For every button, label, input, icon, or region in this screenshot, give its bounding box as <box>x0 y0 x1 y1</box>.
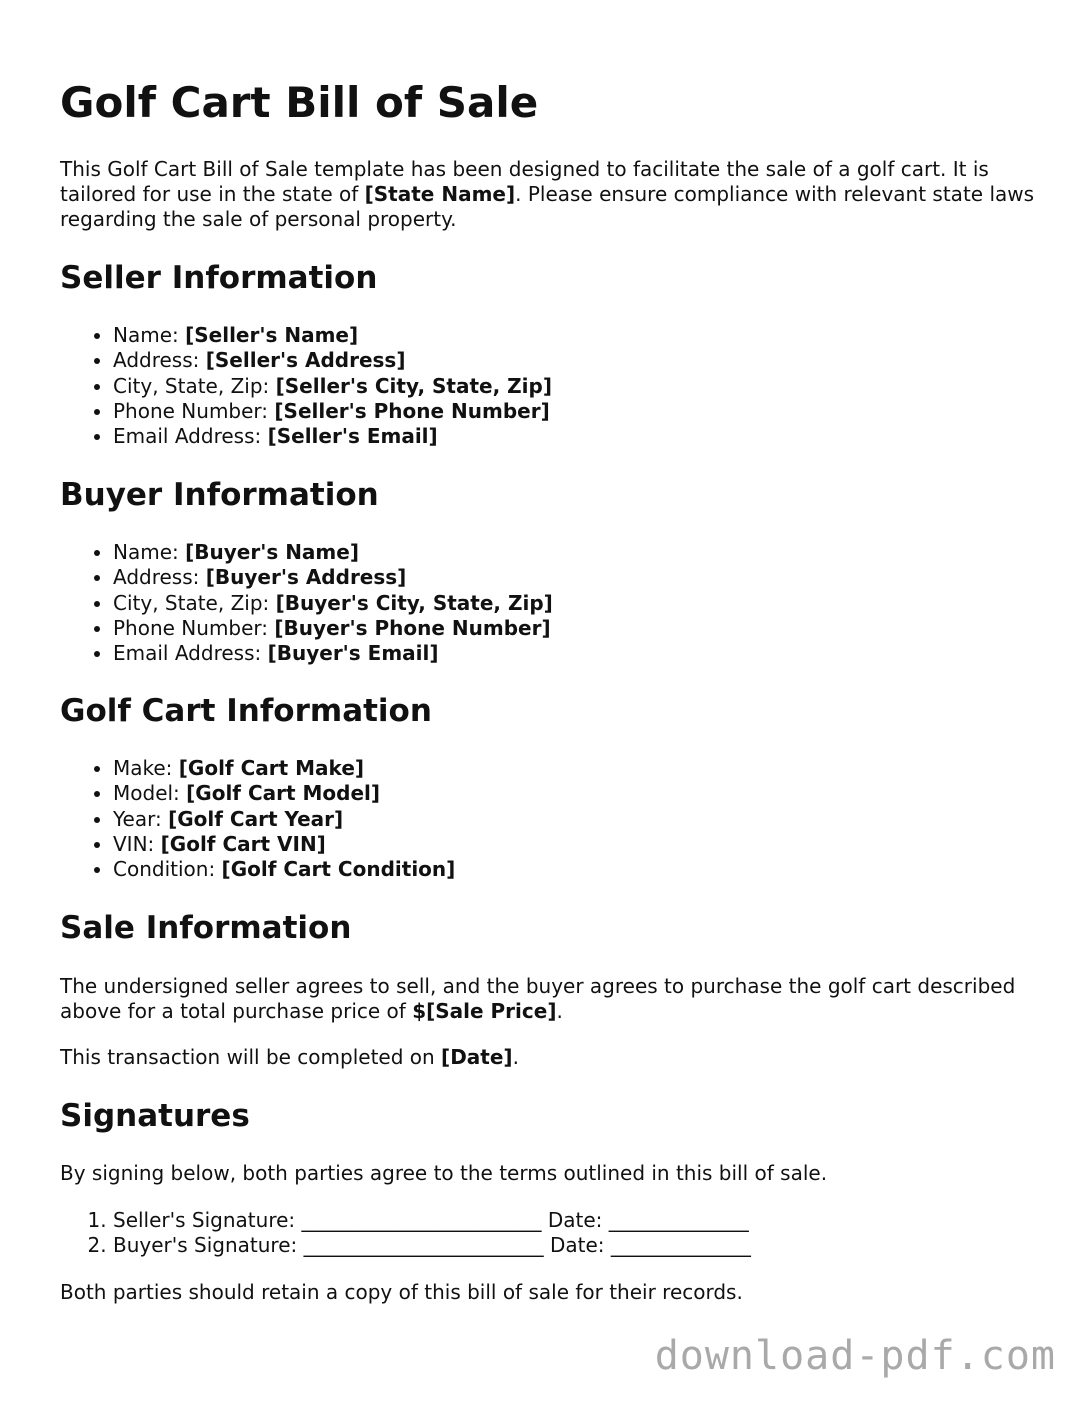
list-item <box>113 565 553 590</box>
field-placeholder: [Golf Cart Model] <box>186 781 381 806</box>
intro-text-after: . Please ensure compliance with relevant state laws regarding the sale of personal property. <box>60 182 1035 231</box>
field-placeholder: [Buyer's Email] <box>267 641 439 666</box>
seller-signature-line: 1. Seller's Signature: ________________________ Date: ______________ <box>113 1208 751 1233</box>
intro-text-before: This Golf Cart Bill of Sale template has been designed to facilitate the sale of a golf cart. It is tailored for use in the state of <box>60 157 989 206</box>
field-label: City, State, Zip: <box>113 590 276 615</box>
closing-paragraph: Both parties should retain a copy of this bill of sale for their records. <box>60 1280 743 1304</box>
list-item <box>113 323 552 348</box>
list-item <box>113 641 553 666</box>
sale-text-before: The undersigned seller agrees to sell, and the buyer agrees to purchase the golf cart described above for a total purchase price of <box>60 974 1016 1023</box>
field-placeholder: [Seller's Address] <box>205 348 406 373</box>
list-item <box>113 616 553 641</box>
list-item <box>113 591 553 616</box>
sale-heading: Sale Information <box>60 910 352 946</box>
field-placeholder: [Buyer's Address] <box>205 565 407 590</box>
page-title: Golf Cart Bill of Sale <box>60 78 539 127</box>
date-text-after: . <box>512 1045 519 1069</box>
sale-price-paragraph <box>60 974 1035 1024</box>
signature-list <box>60 1208 751 1259</box>
field-placeholder: [Golf Cart Year] <box>168 806 344 831</box>
field-placeholder: [Seller's Phone Number] <box>274 398 550 423</box>
field-label: Name: <box>113 323 186 347</box>
sale-price-placeholder: $[Sale Price] <box>412 999 557 1023</box>
list-item <box>113 348 552 373</box>
cart-heading: Golf Cart Information <box>60 693 432 729</box>
field-placeholder: [Golf Cart Condition] <box>221 857 456 882</box>
field-placeholder: [Golf Cart Make] <box>178 756 365 780</box>
field-placeholder: [Seller's City, State, Zip] <box>275 373 552 398</box>
list-item <box>113 424 552 449</box>
field-label: VIN: <box>113 831 161 856</box>
field-label: Phone Number: <box>113 398 275 423</box>
watermark: download-pdf.com <box>654 1333 1056 1379</box>
field-placeholder: [Buyer's City, State, Zip] <box>275 590 553 615</box>
field-label: Address: <box>113 565 206 590</box>
signatures-intro: By signing below, both parties agree to the terms outlined in this bill of sale. <box>60 1161 828 1185</box>
field-label: Email Address: <box>113 424 268 449</box>
list-item <box>113 540 553 565</box>
seller-list <box>60 323 552 449</box>
seller-heading: Seller Information <box>60 260 378 296</box>
list-item <box>113 374 552 399</box>
date-placeholder: [Date] <box>441 1045 513 1069</box>
list-item <box>113 781 455 806</box>
list-item <box>113 832 455 857</box>
sale-text-after: . <box>556 999 563 1023</box>
field-placeholder: [Golf Cart VIN] <box>160 831 326 856</box>
buyer-list <box>60 540 553 666</box>
intro-paragraph <box>60 157 1035 232</box>
list-item <box>113 807 455 832</box>
field-label: City, State, Zip: <box>113 373 276 398</box>
sale-date-paragraph <box>60 1045 1035 1070</box>
field-label: Email Address: <box>113 641 268 666</box>
field-placeholder: [Buyer's Phone Number] <box>274 615 551 640</box>
field-placeholder: [Seller's Email] <box>267 424 438 449</box>
list-item <box>113 399 552 424</box>
field-label: Phone Number: <box>113 615 275 640</box>
field-label: Make: <box>113 756 179 780</box>
field-label: Model: <box>113 781 187 806</box>
list-item <box>113 857 455 882</box>
list-item <box>113 756 455 781</box>
field-placeholder: [Buyer's Name] <box>185 540 359 564</box>
field-label: Condition: <box>113 857 222 882</box>
buyer-heading: Buyer Information <box>60 477 379 513</box>
buyer-signature-line: 2. Buyer's Signature: ________________________ Date: ______________ <box>113 1233 751 1258</box>
field-label: Year: <box>113 806 169 831</box>
cart-list <box>60 756 455 882</box>
field-label: Address: <box>113 348 206 373</box>
state-name-placeholder: [State Name] <box>364 182 516 206</box>
date-text-before: This transaction will be completed on <box>60 1045 442 1069</box>
field-label: Name: <box>113 540 186 564</box>
signatures-heading: Signatures <box>60 1098 250 1134</box>
field-placeholder: [Seller's Name] <box>185 323 359 347</box>
